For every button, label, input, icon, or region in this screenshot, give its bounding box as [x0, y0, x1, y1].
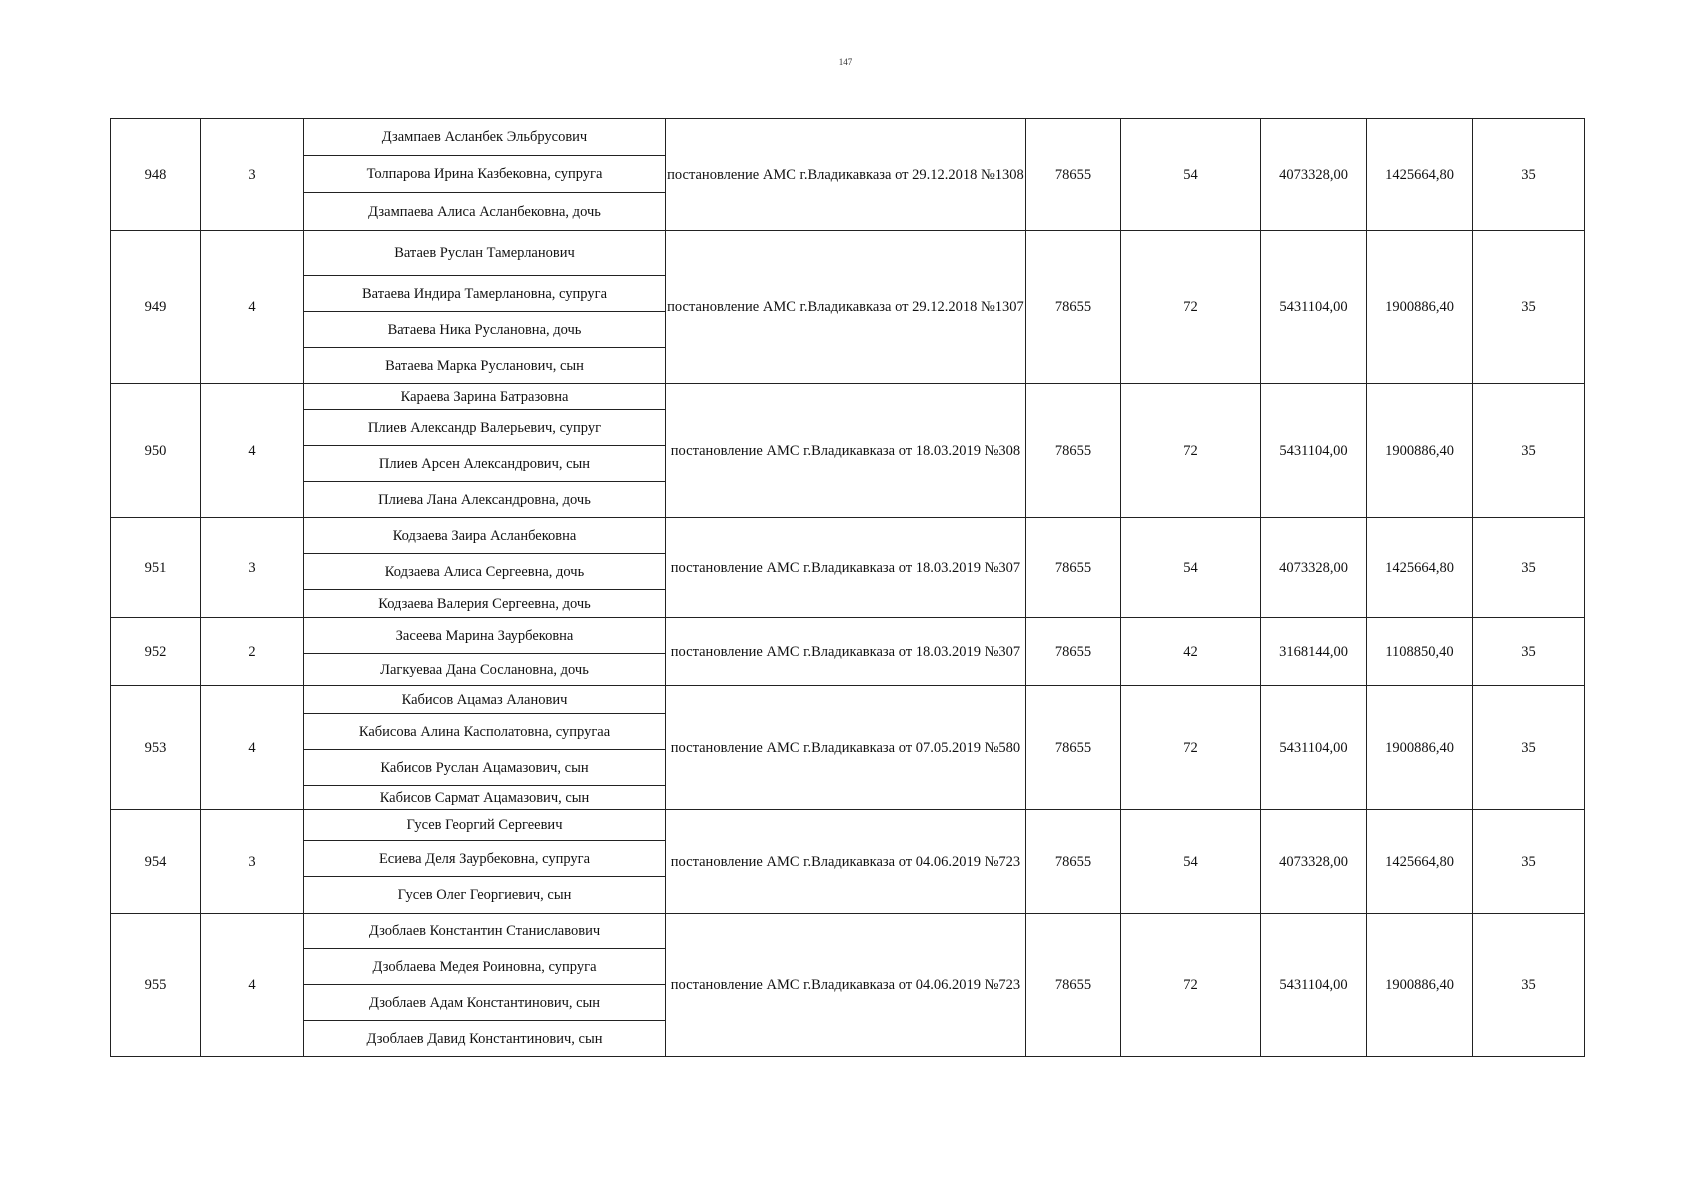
area: 54 [1121, 518, 1261, 618]
family-member: Ватаев Руслан Тамерланович [304, 231, 666, 276]
payment-amount: 1425664,80 [1367, 810, 1473, 914]
family-member: Ватаева Ника Руслановна, дочь [304, 312, 666, 348]
percent: 35 [1473, 686, 1585, 810]
table-row [111, 518, 1585, 554]
norm-cost: 78655 [1026, 384, 1121, 518]
family-member: Дзоблаев Константин Станиславович [304, 914, 666, 949]
norm-cost: 78655 [1026, 810, 1121, 914]
record-number: 955 [111, 914, 201, 1057]
percent: 35 [1473, 518, 1585, 618]
total-cost: 5431104,00 [1261, 384, 1367, 518]
record-number: 948 [111, 119, 201, 231]
family-size: 3 [201, 119, 304, 231]
record-number: 953 [111, 686, 201, 810]
total-cost: 5431104,00 [1261, 231, 1367, 384]
table-row [111, 231, 1585, 276]
table-row [111, 618, 1585, 654]
percent: 35 [1473, 231, 1585, 384]
payment-amount: 1425664,80 [1367, 119, 1473, 231]
percent: 35 [1473, 914, 1585, 1057]
table-row [111, 914, 1585, 949]
payment-amount: 1425664,80 [1367, 518, 1473, 618]
norm-cost: 78655 [1026, 686, 1121, 810]
total-cost: 4073328,00 [1261, 119, 1367, 231]
family-member: Плиев Александр Валерьевич, супруг [304, 410, 666, 446]
page-number: 147 [838, 57, 853, 67]
family-member: Дзоблаев Давид Константинович, сын [304, 1021, 666, 1057]
table-row [111, 810, 1585, 841]
payment-amount: 1108850,40 [1367, 618, 1473, 686]
norm-cost: 78655 [1026, 914, 1121, 1057]
table-row [111, 384, 1585, 410]
record-number: 949 [111, 231, 201, 384]
family-member: Кабисов Руслан Ацамазович, сын [304, 750, 666, 786]
resolution-reference: постановление АМС г.Владикавказа от 07.05.2019 №580 [666, 686, 1026, 810]
resolution-reference: постановление АМС г.Владикавказа от 18.03.2019 №307 [666, 618, 1026, 686]
total-cost: 4073328,00 [1261, 518, 1367, 618]
area: 72 [1121, 231, 1261, 384]
family-member: Гусев Олег Георгиевич, сын [304, 877, 666, 914]
record-number: 950 [111, 384, 201, 518]
family-member: Кабисов Ацамаз Аланович [304, 686, 666, 714]
resolution-reference: постановление АМС г.Владикавказа от 04.06.2019 №723 [666, 914, 1026, 1057]
table-row [111, 119, 1585, 156]
family-size: 4 [201, 686, 304, 810]
family-member: Лагкуеваа Дана Сослановна, дочь [304, 654, 666, 686]
family-member: Ватаева Индира Тамерлановна, супруга [304, 276, 666, 312]
payment-amount: 1900886,40 [1367, 231, 1473, 384]
area: 42 [1121, 618, 1261, 686]
family-member: Кодзаева Алиса Сергеевна, дочь [304, 554, 666, 590]
norm-cost: 78655 [1026, 518, 1121, 618]
area: 54 [1121, 119, 1261, 231]
family-member: Дзампаев Асланбек Эльбрусович [304, 119, 666, 156]
family-member: Есиева Деля Заурбековна, супруга [304, 841, 666, 877]
payment-amount: 1900886,40 [1367, 686, 1473, 810]
family-size: 3 [201, 518, 304, 618]
norm-cost: 78655 [1026, 119, 1121, 231]
total-cost: 5431104,00 [1261, 686, 1367, 810]
percent: 35 [1473, 119, 1585, 231]
family-size: 4 [201, 231, 304, 384]
record-number: 954 [111, 810, 201, 914]
family-member: Караева Зарина Батразовна [304, 384, 666, 410]
resolution-reference: постановление АМС г.Владикавказа от 29.12.2018 №1307 [666, 231, 1026, 384]
record-number: 952 [111, 618, 201, 686]
table-row [111, 686, 1585, 714]
area: 72 [1121, 384, 1261, 518]
family-member: Дзоблаева Медея Роиновна, супруга [304, 949, 666, 985]
family-registry-table [110, 118, 1585, 1057]
family-member: Плиева Лана Александровна, дочь [304, 482, 666, 518]
family-member: Плиев Арсен Александрович, сын [304, 446, 666, 482]
family-size: 4 [201, 914, 304, 1057]
resolution-reference: постановление АМС г.Владикавказа от 29.12.2018 №1308 [666, 119, 1026, 231]
resolution-reference: постановление АМС г.Владикавказа от 04.06.2019 №723 [666, 810, 1026, 914]
family-size: 4 [201, 384, 304, 518]
area: 72 [1121, 914, 1261, 1057]
family-member: Ватаева Марка Русланович, сын [304, 348, 666, 384]
family-member: Кабисов Сармат Ацамазович, сын [304, 786, 666, 810]
total-cost: 3168144,00 [1261, 618, 1367, 686]
payment-amount: 1900886,40 [1367, 914, 1473, 1057]
registry-body [111, 119, 1585, 1057]
family-member: Кабисова Алина Касполатовна, супругаа [304, 714, 666, 750]
resolution-reference: постановление АМС г.Владикавказа от 18.03.2019 №308 [666, 384, 1026, 518]
percent: 35 [1473, 810, 1585, 914]
total-cost: 5431104,00 [1261, 914, 1367, 1057]
family-member: Гусев Георгий Сергеевич [304, 810, 666, 841]
family-member: Толпарова Ирина Казбековна, супруга [304, 156, 666, 193]
norm-cost: 78655 [1026, 231, 1121, 384]
family-member: Засеева Марина Заурбековна [304, 618, 666, 654]
norm-cost: 78655 [1026, 618, 1121, 686]
family-member: Дзоблаев Адам Константинович, сын [304, 985, 666, 1021]
resolution-reference: постановление АМС г.Владикавказа от 18.03.2019 №307 [666, 518, 1026, 618]
percent: 35 [1473, 618, 1585, 686]
family-member: Кодзаева Валерия Сергеевна, дочь [304, 590, 666, 618]
family-member: Кодзаева Заира Асланбековна [304, 518, 666, 554]
payment-amount: 1900886,40 [1367, 384, 1473, 518]
family-size: 2 [201, 618, 304, 686]
percent: 35 [1473, 384, 1585, 518]
family-size: 3 [201, 810, 304, 914]
area: 72 [1121, 686, 1261, 810]
family-member: Дзампаева Алиса Асланбековна, дочь [304, 193, 666, 231]
area: 54 [1121, 810, 1261, 914]
total-cost: 4073328,00 [1261, 810, 1367, 914]
record-number: 951 [111, 518, 201, 618]
